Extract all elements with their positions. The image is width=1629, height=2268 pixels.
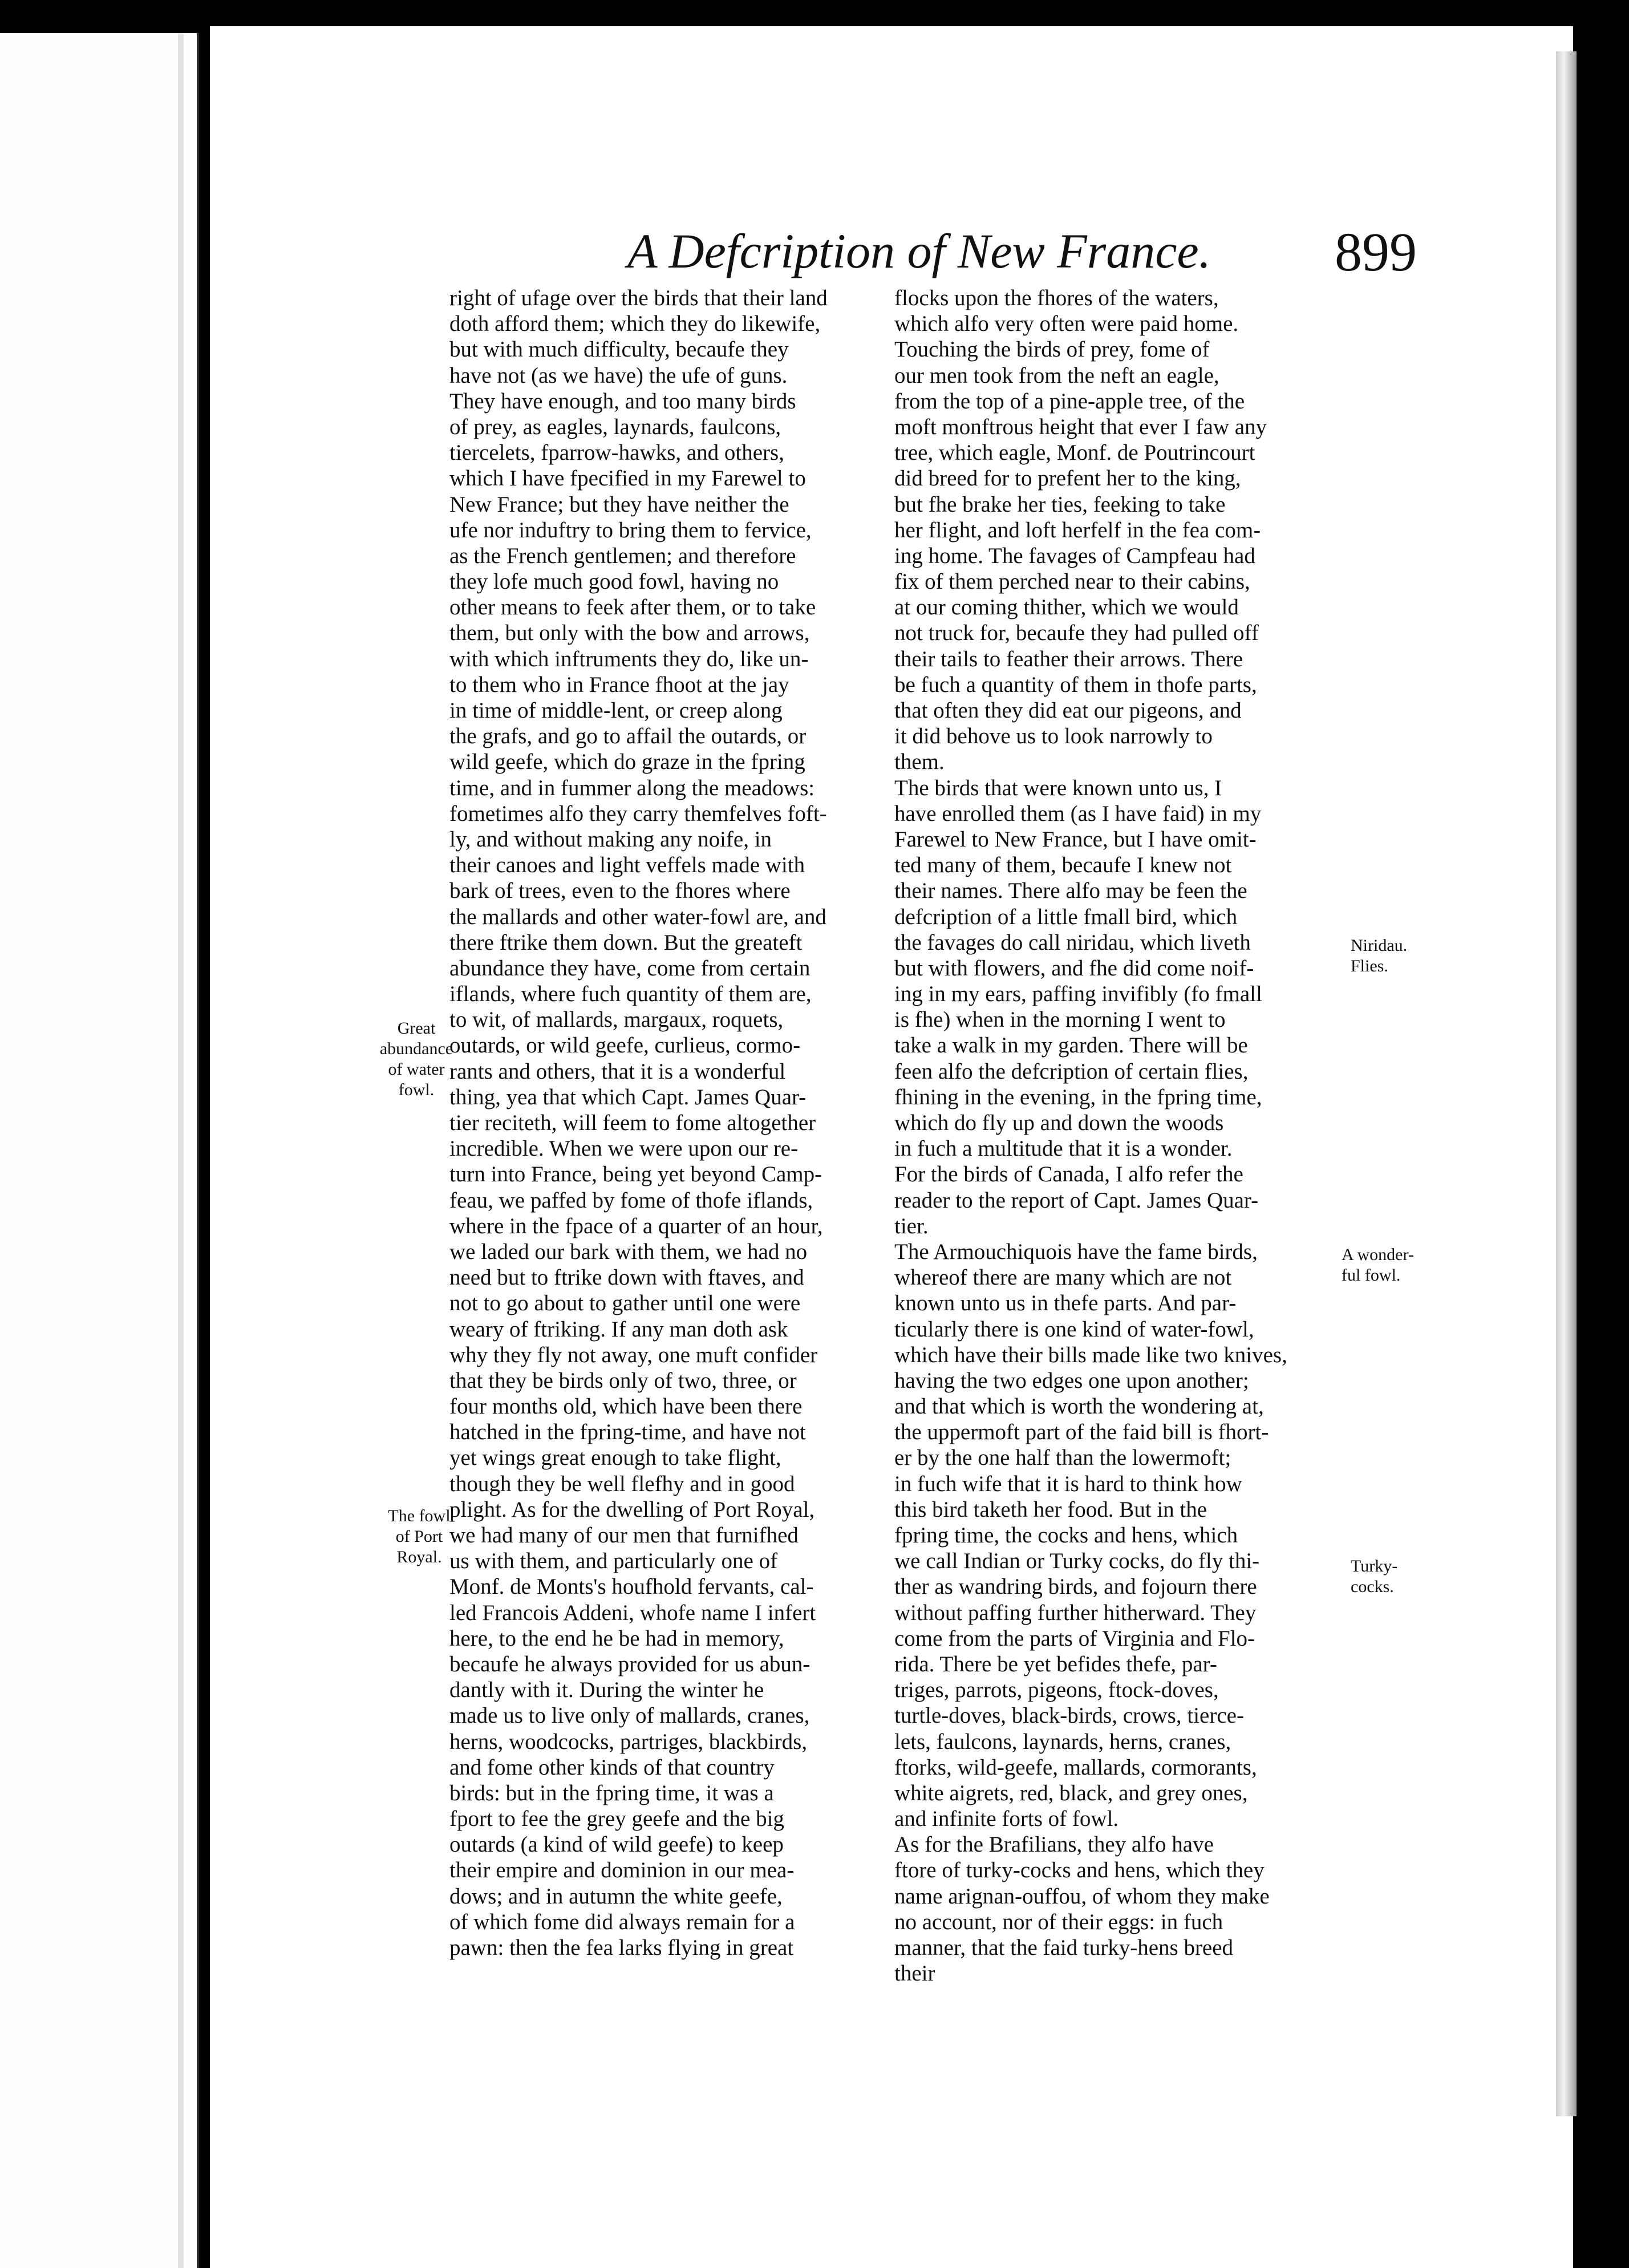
- text-line: reader to the report of Capt. James Quar-: [894, 1188, 1259, 1213]
- text-line: defcription of a little fmall bird, which: [894, 904, 1238, 929]
- text-line: there ftrike them down. But the greateft: [449, 930, 803, 955]
- text-line: fometimes alfo they carry themfelves foft-: [449, 801, 827, 826]
- text-line: ing in my ears, paffing invifibly (fo fmall: [894, 982, 1262, 1007]
- margin-note-line: cocks.: [1351, 1577, 1394, 1596]
- text-line: their tails to feather their arrows. There: [894, 646, 1243, 671]
- text-line: and that which is worth the wondering at,: [894, 1394, 1264, 1419]
- text-line: herns, woodcocks, partriges, blackbirds,: [449, 1729, 808, 1754]
- facing-page-gutter: [178, 33, 184, 2268]
- text-line: at our coming thither, which we would: [894, 595, 1239, 620]
- text-line: they lofe much good fowl, having no: [449, 569, 779, 594]
- text-line: our men took from the neft an eagle,: [894, 363, 1219, 388]
- margin-note-line: A wonder-: [1342, 1245, 1414, 1264]
- text-line: ly, and without making any noife, in: [449, 827, 772, 852]
- text-line: tier reciteth, will feem to fome altogether: [449, 1111, 816, 1135]
- text-line: hatched in the fpring-time, and have not: [449, 1420, 806, 1445]
- text-line: The Armouchiquois have the fame birds,: [894, 1239, 1258, 1264]
- text-line: Farewel to New France, but I have omit-: [894, 827, 1257, 852]
- text-line: other means to feek after them, or to take: [449, 595, 816, 620]
- text-line: weary of ftriking. If any man doth ask: [449, 1317, 788, 1342]
- text-line: flocks upon the fhores of the waters,: [894, 286, 1219, 310]
- margin-note-line: Flies.: [1351, 957, 1388, 975]
- text-line: feen alfo the defcription of certain flies,: [894, 1059, 1249, 1084]
- margin-note-line: ful fowl.: [1342, 1266, 1401, 1285]
- page-stack-edge: [1556, 51, 1577, 2116]
- text-line: made us to live only of mallards, cranes,: [449, 1703, 810, 1728]
- text-line: them.: [894, 750, 945, 775]
- text-line: fport to fee the grey geefe and the big: [449, 1807, 784, 1832]
- margin-note-fowl-of-port-royal: [376, 1506, 462, 1568]
- text-line: us with them, and particularly one of: [449, 1549, 778, 1574]
- text-line: led Francois Addeni, whofe name I infert: [449, 1600, 816, 1625]
- text-line: birds: but in the fpring time, it was a: [449, 1780, 774, 1805]
- text-line: why they fly not away, one muft confider: [449, 1342, 818, 1367]
- text-line: ftore of turky-cocks and hens, which they: [894, 1858, 1265, 1883]
- text-line: abundance they have, come from certain: [449, 955, 811, 981]
- text-line: from the top of a pine-apple tree, of the: [894, 388, 1245, 414]
- text-line: As for the Brafilians, they alfo have: [894, 1832, 1214, 1857]
- margin-note-great-abundance: [371, 1018, 462, 1100]
- text-line: we had many of our men that furnifhed: [449, 1523, 799, 1548]
- text-line: have not (as we have) the ufe of guns.: [449, 363, 788, 388]
- text-line: not truck for, becaufe they had pulled off: [894, 621, 1259, 646]
- text-line: in time of middle-lent, or creep along: [449, 698, 783, 723]
- text-line: fix of them perched near to their cabins,: [894, 569, 1250, 594]
- margin-note-line: of water: [388, 1060, 445, 1079]
- text-line: we call Indian or Turky cocks, do fly thi-: [894, 1549, 1260, 1574]
- text-line: tree, which eagle, Monf. de Poutrincourt: [894, 440, 1255, 465]
- text-line: Touching the birds of prey, fome of: [894, 337, 1210, 362]
- text-line: come from the parts of Virginia and Flo-: [894, 1626, 1255, 1651]
- text-line: name arignan-ouffou, of whom they make: [894, 1884, 1270, 1909]
- text-line: her flight, and loft herfelf in the fea com-: [894, 517, 1261, 542]
- text-line: the favages do call niridau, which liveth: [894, 930, 1251, 955]
- running-head: [627, 222, 1211, 280]
- text-line: as the French gentlemen; and therefore: [449, 543, 796, 568]
- text-line: ufe nor induftry to bring them to fervice,: [449, 517, 812, 542]
- text-line: bark of trees, even to the fhores where: [449, 878, 791, 904]
- text-line: rida. There be yet befides thefe, par-: [894, 1651, 1217, 1676]
- text-line: be fuch a quantity of them in thofe parts,: [894, 672, 1257, 697]
- text-line: their: [894, 1961, 935, 1986]
- text-line: to wit, of mallards, margaux, roquets,: [449, 1007, 784, 1032]
- text-line: no account, nor of their eggs: in fuch: [894, 1909, 1223, 1934]
- text-line: dantly with it. During the winter he: [449, 1678, 764, 1703]
- text-line: their names. There alfo may be feen the: [894, 878, 1247, 904]
- text-line: without paffing further hitherward. They: [894, 1600, 1257, 1625]
- text-line: ing home. The favages of Campfeau had: [894, 543, 1255, 568]
- text-line: where in the fpace of a quarter of an hour,: [449, 1213, 823, 1238]
- text-line: did breed for to prefent her to the king,: [894, 466, 1241, 491]
- text-line: time, and in fummer along the meadows:: [449, 775, 815, 800]
- margin-note-line: The fowl: [388, 1506, 451, 1525]
- text-line: yet wings great enough to take flight,: [449, 1445, 781, 1471]
- text-line: turtle-doves, black-birds, crows, tierce-: [894, 1703, 1244, 1728]
- text-line: wild geefe, which do graze in the fpring: [449, 750, 805, 775]
- text-line: thing, yea that which Capt. James Quar-: [449, 1084, 807, 1109]
- text-line: them, but only with the bow and arrows,: [449, 621, 810, 646]
- facing-page-edge: [0, 33, 199, 2268]
- margin-note-line: Royal.: [396, 1548, 442, 1566]
- margin-note-line: Turky-: [1351, 1557, 1398, 1576]
- margin-note-line: Niridau.: [1351, 936, 1408, 955]
- text-line: of which fome did always remain for a: [449, 1909, 795, 1934]
- text-line: For the birds of Canada, I alfo refer the: [894, 1162, 1243, 1187]
- text-line: the grafs, and go to affail the outards, or: [449, 724, 807, 749]
- text-line: lets, faulcons, laynards, herns, cranes,: [894, 1729, 1231, 1754]
- text-line: which I have fpecified in my Farewel to: [449, 466, 806, 491]
- margin-note-turky-cocks: [1351, 1556, 1436, 1597]
- text-line: Monf. de Monts's houfhold fervants, cal-: [449, 1574, 814, 1599]
- text-line: to them who in France fhoot at the jay: [449, 672, 789, 697]
- text-line: in fuch wife that it is hard to think how: [894, 1471, 1242, 1496]
- text-line: have enrolled them (as I have faid) in my: [894, 801, 1262, 826]
- text-line: incredible. When we were upon our re-: [449, 1136, 799, 1161]
- left-text-column: [449, 285, 911, 1961]
- text-line: They have enough, and too many birds: [449, 388, 796, 414]
- text-line: New France; but they have neither the: [449, 492, 789, 517]
- text-line: whereof there are many which are not: [894, 1265, 1232, 1290]
- text-line: ftorks, wild-geefe, mallards, cormorants,: [894, 1755, 1257, 1780]
- text-line: rants and others, that it is a wonderful: [449, 1059, 786, 1084]
- text-line: we laded our bark with them, we had no: [449, 1239, 808, 1264]
- text-line: that they be birds only of two, three, or: [449, 1368, 797, 1393]
- text-line: but with flowers, and fhe did come noif-: [894, 955, 1254, 981]
- text-line: triges, parrots, pigeons, ftock-doves,: [894, 1678, 1219, 1703]
- text-line: known unto us in thefe parts. And par-: [894, 1291, 1237, 1316]
- text-line: which do fly up and down the woods: [894, 1111, 1224, 1135]
- margin-note-line: of Port: [395, 1527, 443, 1546]
- text-line: er by the one half than the lowermoft;: [894, 1445, 1231, 1471]
- text-line: here, to the end he be had in memory,: [449, 1626, 784, 1651]
- text-line: turn into France, being yet beyond Camp-: [449, 1162, 822, 1187]
- text-line: the uppermoft part of the faid bill is fhort-: [894, 1420, 1269, 1445]
- text-line: fhining in the evening, in the fpring time,: [894, 1084, 1262, 1109]
- text-line: and infinite forts of fowl.: [894, 1807, 1119, 1832]
- text-line: with which inftruments they do, like un-: [449, 646, 809, 671]
- text-line: doth afford them; which they do likewife,: [449, 311, 821, 337]
- text-line: right of ufage over the birds that their land: [449, 286, 828, 310]
- text-line: outards, or wild geefe, curlieus, cormo-: [449, 1033, 801, 1058]
- text-line: ted many of them, becaufe I knew not: [894, 853, 1232, 878]
- text-line: the mallards and other water-fowl are, and: [449, 904, 826, 929]
- text-line: their empire and dominion in our mea-: [449, 1858, 795, 1883]
- right-text-column: [894, 285, 1351, 1986]
- margin-note-wonderful-fowl: [1342, 1245, 1433, 1286]
- text-line: which alfo very often were paid home.: [894, 311, 1239, 337]
- text-line: outards (a kind of wild geefe) to keep: [449, 1832, 784, 1857]
- text-line: plight. As for the dwelling of Port Royal,: [449, 1497, 815, 1522]
- text-line: moft monftrous height that ever I faw any: [894, 414, 1267, 439]
- text-line: four months old, which have been there: [449, 1394, 803, 1419]
- text-line: white aigrets, red, black, and grey ones,: [894, 1780, 1248, 1805]
- text-line: feau, we paffed by fome of thofe iflands,: [449, 1188, 813, 1213]
- margin-note-line: Great: [397, 1019, 436, 1038]
- text-line: ticularly there is one kind of water-fowl,: [894, 1317, 1254, 1342]
- text-line: dows; and in autumn the white geefe,: [449, 1884, 783, 1909]
- text-line: but with much difficulty, becaufe they: [449, 337, 789, 362]
- margin-note-line: fowl.: [398, 1080, 435, 1099]
- text-line: is fhe) when in the morning I went to: [894, 1007, 1226, 1032]
- text-line: in fuch a multitude that it is a wonder.: [894, 1136, 1233, 1161]
- text-line: though they be well flefhy and in good: [449, 1471, 795, 1496]
- text-line: fpring time, the cocks and hens, which: [894, 1523, 1238, 1548]
- text-line: this bird taketh her food. But in the: [894, 1497, 1207, 1522]
- text-line: iflands, where fuch quantity of them are,: [449, 982, 812, 1007]
- margin-note-line: abundance: [379, 1039, 453, 1058]
- text-line: and fome other kinds of that country: [449, 1755, 775, 1780]
- text-line: pawn: then the fea larks flying in great: [449, 1935, 794, 1960]
- text-line: it did behove us to look narrowly to: [894, 724, 1213, 749]
- text-line: tiercelets, fparrow-hawks, and others,: [449, 440, 784, 465]
- text-line: not to go about to gather until one were: [449, 1291, 801, 1316]
- running-head-text: A Defcription of New France.: [627, 224, 1211, 278]
- text-line: their canoes and light veffels made with: [449, 853, 805, 878]
- text-line: tier.: [894, 1213, 929, 1238]
- text-line: manner, that the faid turky-hens breed: [894, 1935, 1234, 1960]
- text-line: becaufe he always provided for us abun-: [449, 1651, 811, 1676]
- text-line: The birds that were known unto us, I: [894, 775, 1222, 800]
- text-line: having the two edges one upon another;: [894, 1368, 1249, 1393]
- margin-note-niridau: [1351, 935, 1436, 977]
- text-line: that often they did eat our pigeons, and: [894, 698, 1242, 723]
- text-line: but fhe brake her ties, feeking to take: [894, 492, 1226, 517]
- page-number: 899: [1335, 221, 1417, 282]
- text-line: take a walk in my garden. There will be: [894, 1033, 1248, 1058]
- text-line: which have their bills made like two knives,: [894, 1342, 1287, 1367]
- text-line: ther as wandring birds, and fojourn there: [894, 1574, 1257, 1599]
- text-line: need but to ftrike down with ftaves, and: [449, 1265, 804, 1290]
- text-line: of prey, as eagles, laynards, faulcons,: [449, 414, 781, 439]
